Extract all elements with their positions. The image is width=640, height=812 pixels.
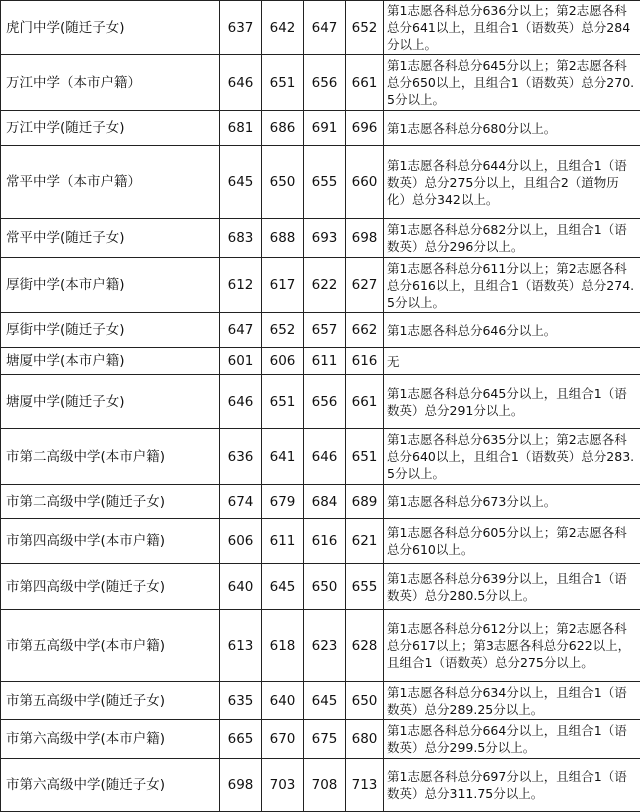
admission-note-cell: 第1志愿各科总分636分以上；第2志愿各科总分641以上，且组合1（语数英）总分284分以上。 xyxy=(384,1,640,55)
school-name-cell: 万江中学(随迁子女) xyxy=(1,111,220,146)
admission-note-cell: 第1志愿各科总分646分以上。 xyxy=(384,313,640,348)
admission-note-cell: 第1志愿各科总分645分以上；第2志愿各科总分650以上，且组合1（语数英）总分270.5分以上。 xyxy=(384,55,640,111)
score-cell: 651 xyxy=(262,55,304,111)
score-cell: 655 xyxy=(304,146,346,219)
score-cell: 683 xyxy=(220,219,262,258)
school-name-cell: 厚街中学(本市户籍) xyxy=(1,258,220,313)
score-cell: 650 xyxy=(304,564,346,610)
score-cell: 661 xyxy=(346,55,384,111)
school-name-cell: 市第四高级中学(随迁子女) xyxy=(1,564,220,610)
admission-note-cell: 第1志愿各科总分680分以上。 xyxy=(384,111,640,146)
table-row xyxy=(1,313,640,348)
score-cell: 708 xyxy=(304,759,346,812)
score-cell: 674 xyxy=(220,485,262,519)
table-row xyxy=(1,720,640,759)
score-cell: 713 xyxy=(346,759,384,812)
table-row xyxy=(1,55,640,111)
table-body xyxy=(1,1,640,812)
score-cell: 606 xyxy=(220,519,262,564)
score-cell: 618 xyxy=(262,610,304,682)
table-row xyxy=(1,519,640,564)
table-row xyxy=(1,219,640,258)
score-cell: 691 xyxy=(304,111,346,146)
score-cell: 627 xyxy=(346,258,384,313)
score-cell: 703 xyxy=(262,759,304,812)
admission-note-cell: 第1志愿各科总分605分以上；第2志愿各科总分610以上。 xyxy=(384,519,640,564)
score-cell: 689 xyxy=(346,485,384,519)
admission-note-cell: 第1志愿各科总分635分以上；第2志愿各科总分640以上，且组合1（语数英）总分283.5分以上。 xyxy=(384,429,640,485)
admission-note-cell: 第1志愿各科总分645分以上，且组合1（语数英）总分291分以上。 xyxy=(384,375,640,429)
table-row xyxy=(1,564,640,610)
score-cell: 693 xyxy=(304,219,346,258)
score-cell: 622 xyxy=(304,258,346,313)
score-cell: 635 xyxy=(220,682,262,720)
score-cell: 647 xyxy=(304,1,346,55)
score-cell: 684 xyxy=(304,485,346,519)
score-cell: 661 xyxy=(346,375,384,429)
admission-note-cell: 第1志愿各科总分634分以上，且组合1（语数英）总分289.25分以上。 xyxy=(384,682,640,720)
score-cell: 660 xyxy=(346,146,384,219)
score-cell: 623 xyxy=(304,610,346,682)
score-cell: 679 xyxy=(262,485,304,519)
score-cell: 611 xyxy=(262,519,304,564)
table-row xyxy=(1,1,640,55)
score-cell: 680 xyxy=(346,720,384,759)
score-cell: 656 xyxy=(304,375,346,429)
table-row xyxy=(1,682,640,720)
score-cell: 616 xyxy=(346,348,384,375)
score-cell: 665 xyxy=(220,720,262,759)
admission-note-cell: 第1志愿各科总分639分以上，且组合1（语数英）总分280.5分以上。 xyxy=(384,564,640,610)
score-cell: 698 xyxy=(220,759,262,812)
admission-note-cell: 第1志愿各科总分682分以上，且组合1（语数英）总分296分以上。 xyxy=(384,219,640,258)
score-cell: 612 xyxy=(220,258,262,313)
score-cell: 645 xyxy=(304,682,346,720)
score-cell: 662 xyxy=(346,313,384,348)
score-cell: 642 xyxy=(262,1,304,55)
score-cell: 656 xyxy=(304,55,346,111)
score-cell: 636 xyxy=(220,429,262,485)
school-name-cell: 厚街中学(随迁子女) xyxy=(1,313,220,348)
score-cell: 670 xyxy=(262,720,304,759)
admission-note-cell: 第1志愿各科总分673分以上。 xyxy=(384,485,640,519)
score-cell: 686 xyxy=(262,111,304,146)
school-name-cell: 市第四高级中学(本市户籍) xyxy=(1,519,220,564)
score-cell: 647 xyxy=(220,313,262,348)
school-name-cell: 市第五高级中学(随迁子女) xyxy=(1,682,220,720)
score-cell: 606 xyxy=(262,348,304,375)
score-cell: 651 xyxy=(262,375,304,429)
score-cell: 640 xyxy=(220,564,262,610)
score-cell: 646 xyxy=(220,375,262,429)
admission-note-cell: 第1志愿各科总分612分以上；第2志愿各科总分617以上；第3志愿各科总分622以上，且组合1（语数英）总分275分以上。 xyxy=(384,610,640,682)
table-row xyxy=(1,610,640,682)
admission-note-cell: 第1志愿各科总分611分以上；第2志愿各科总分616以上，且组合1（语数英）总分274.5分以上。 xyxy=(384,258,640,313)
score-cell: 617 xyxy=(262,258,304,313)
score-cell: 645 xyxy=(220,146,262,219)
school-name-cell: 常平中学（本市户籍） xyxy=(1,146,220,219)
score-cell: 613 xyxy=(220,610,262,682)
score-cell: 652 xyxy=(346,1,384,55)
table-row xyxy=(1,759,640,812)
score-cell: 616 xyxy=(304,519,346,564)
score-cell: 688 xyxy=(262,219,304,258)
score-cell: 601 xyxy=(220,348,262,375)
school-name-cell: 塘厦中学(随迁子女) xyxy=(1,375,220,429)
table-row xyxy=(1,429,640,485)
score-cell: 640 xyxy=(262,682,304,720)
score-cell: 646 xyxy=(304,429,346,485)
school-name-cell: 虎门中学(随迁子女) xyxy=(1,1,220,55)
score-cell: 637 xyxy=(220,1,262,55)
school-name-cell: 市第六高级中学(随迁子女) xyxy=(1,759,220,812)
school-name-cell: 市第二高级中学(随迁子女) xyxy=(1,485,220,519)
score-cell: 645 xyxy=(262,564,304,610)
admission-note-cell: 第1志愿各科总分644分以上，且组合1（语数英）总分275分以上，且组合2（道物历化）总分342以上。 xyxy=(384,146,640,219)
score-cell: 611 xyxy=(304,348,346,375)
score-cell: 657 xyxy=(304,313,346,348)
admission-note-cell: 第1志愿各科总分697分以上，且组合1（语数英）总分311.75分以上。 xyxy=(384,759,640,812)
score-cell: 698 xyxy=(346,219,384,258)
admission-note-cell: 无 xyxy=(384,348,640,375)
table-row xyxy=(1,146,640,219)
score-cell: 621 xyxy=(346,519,384,564)
score-cell: 652 xyxy=(262,313,304,348)
score-cell: 650 xyxy=(262,146,304,219)
score-cell: 696 xyxy=(346,111,384,146)
school-name-cell: 常平中学(随迁子女) xyxy=(1,219,220,258)
score-cell: 681 xyxy=(220,111,262,146)
admission-note-cell: 第1志愿各科总分664分以上，且组合1（语数英）总分299.5分以上。 xyxy=(384,720,640,759)
score-cell: 655 xyxy=(346,564,384,610)
table-row xyxy=(1,485,640,519)
school-name-cell: 塘厦中学(本市户籍) xyxy=(1,348,220,375)
score-cell: 641 xyxy=(262,429,304,485)
score-cell: 675 xyxy=(304,720,346,759)
score-cell: 651 xyxy=(346,429,384,485)
school-name-cell: 市第六高级中学(本市户籍) xyxy=(1,720,220,759)
score-cell: 650 xyxy=(346,682,384,720)
school-name-cell: 市第五高级中学(本市户籍) xyxy=(1,610,220,682)
table-row xyxy=(1,111,640,146)
school-name-cell: 万江中学（本市户籍） xyxy=(1,55,220,111)
table-row xyxy=(1,348,640,375)
table-row xyxy=(1,375,640,429)
score-cell: 628 xyxy=(346,610,384,682)
score-cell: 646 xyxy=(220,55,262,111)
school-name-cell: 市第二高级中学(本市户籍) xyxy=(1,429,220,485)
table-row xyxy=(1,258,640,313)
